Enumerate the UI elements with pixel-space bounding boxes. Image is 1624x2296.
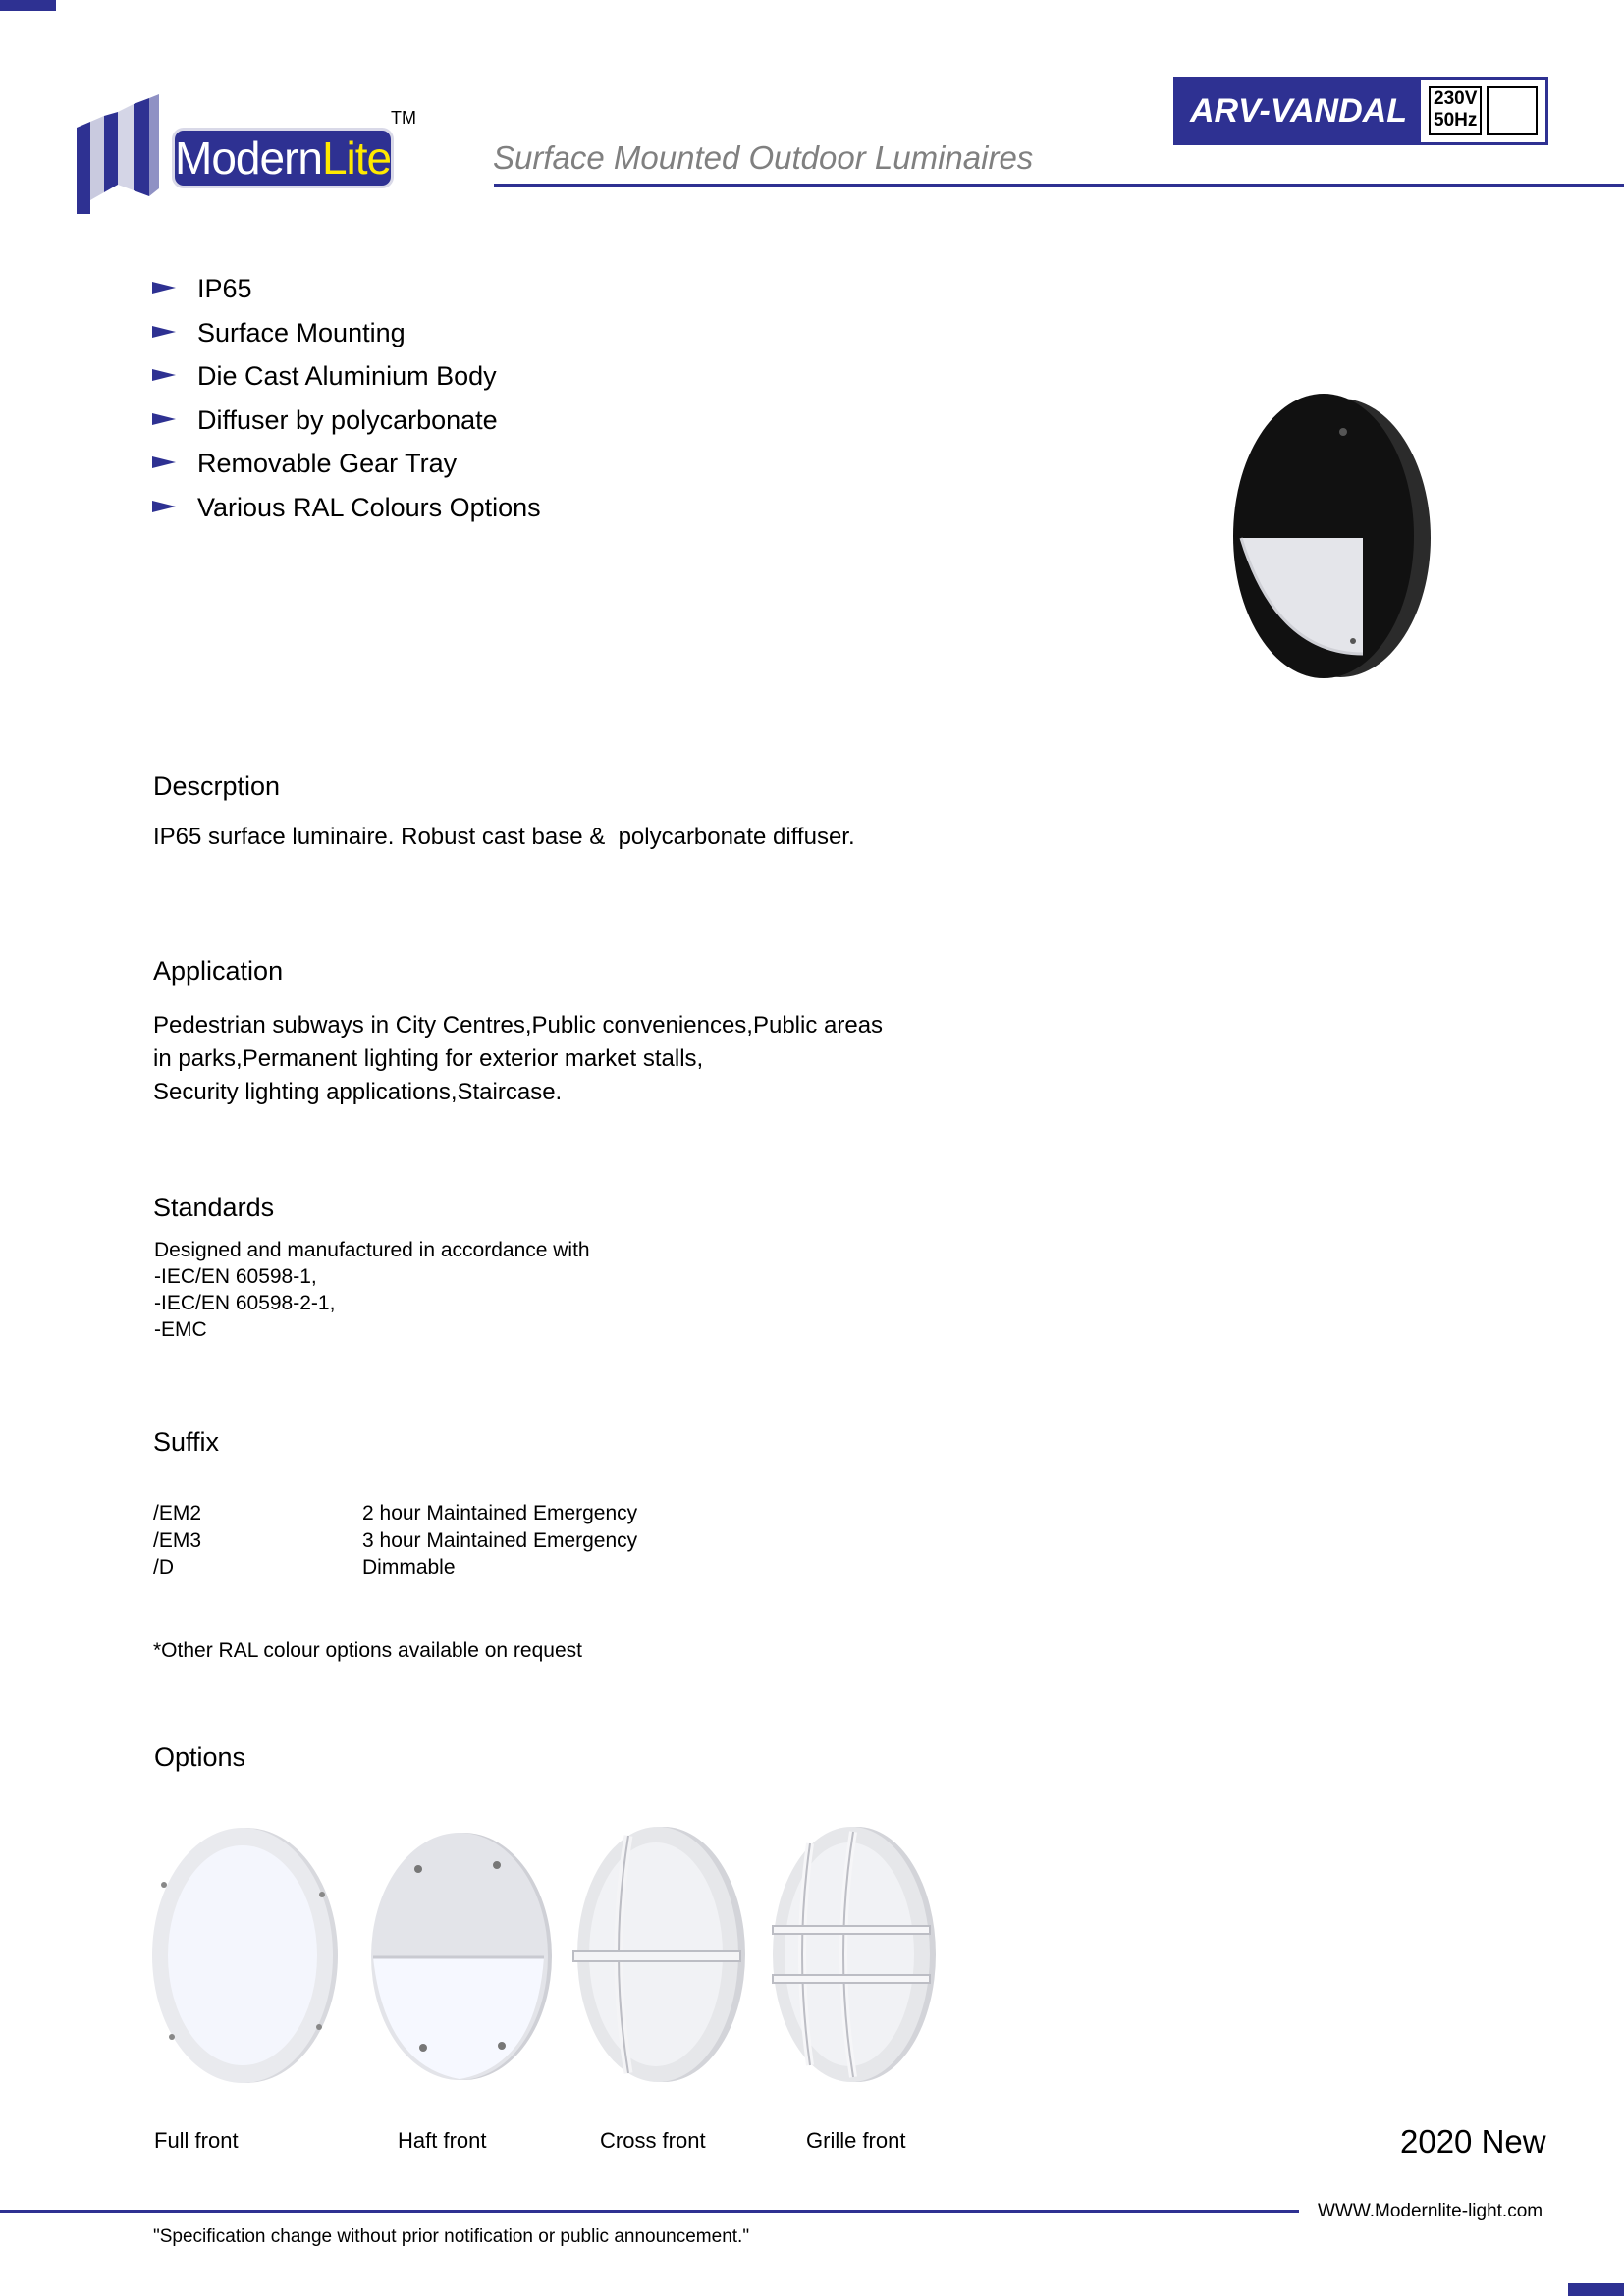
corner-accent-bottom bbox=[1568, 2283, 1624, 2296]
feature-item bbox=[152, 311, 541, 355]
trademark-symbol: TM bbox=[391, 108, 416, 128]
logo-mark-icon bbox=[77, 94, 175, 222]
website-link[interactable]: WWW.Modernlite-light.com bbox=[1318, 2201, 1543, 2221]
suffix-description: 3 hour Maintained Emergency bbox=[362, 1529, 638, 1552]
option-label: Cross front bbox=[600, 2128, 706, 2153]
application-heading: Application bbox=[153, 956, 284, 986]
corner-accent-top bbox=[0, 0, 56, 11]
suffix-code: /EM2 bbox=[153, 1502, 202, 1524]
feature-text: Removable Gear Tray bbox=[197, 449, 458, 478]
arrow-bullet-icon bbox=[152, 456, 176, 468]
option-label: Grille front bbox=[806, 2128, 906, 2153]
cross-front-image bbox=[569, 1824, 748, 2085]
standards-line: Designed and manufactured in accordance with bbox=[154, 1239, 590, 1261]
description-text: IP65 surface luminaire. Robust cast base & polycarbonate diffuser. bbox=[153, 824, 855, 850]
feature-item bbox=[152, 267, 541, 311]
arrow-bullet-icon bbox=[152, 369, 176, 381]
suffix-description: Dimmable bbox=[362, 1556, 456, 1578]
suffix-code: /EM3 bbox=[153, 1529, 202, 1552]
feature-text: Diffuser by polycarbonate bbox=[197, 404, 498, 435]
haft-front-image bbox=[369, 1830, 556, 2083]
full-front-image bbox=[150, 1826, 342, 2086]
model-badge bbox=[1173, 77, 1548, 145]
voltage-value: 230V bbox=[1434, 88, 1478, 109]
grille-front-image bbox=[769, 1824, 938, 2085]
standards-line: -EMC bbox=[154, 1318, 207, 1341]
logo-wordmark bbox=[172, 128, 394, 188]
arrow-bullet-icon bbox=[152, 501, 176, 512]
feature-list bbox=[152, 267, 541, 529]
feature-item bbox=[152, 399, 541, 443]
application-line: Security lighting applications,Staircase. bbox=[153, 1079, 563, 1105]
arrow-bullet-icon bbox=[152, 413, 176, 425]
page-subtitle: Surface Mounted Outdoor Luminaires bbox=[493, 139, 1034, 176]
option-label: Full front bbox=[154, 2128, 239, 2153]
feature-item bbox=[152, 442, 541, 486]
standards-heading: Standards bbox=[153, 1193, 275, 1222]
suffix-code: /D bbox=[153, 1556, 174, 1578]
suffix-heading: Suffix bbox=[153, 1427, 220, 1457]
year-badge: 2020 New bbox=[1400, 2123, 1546, 2160]
frequency-value: 50Hz bbox=[1434, 110, 1478, 131]
suffix-description: 2 hour Maintained Emergency bbox=[362, 1502, 638, 1524]
standards-text bbox=[154, 1237, 590, 1343]
application-text bbox=[153, 1009, 883, 1109]
feature-text: Die Cast Aluminium Body bbox=[197, 361, 497, 391]
voltage-box bbox=[1429, 86, 1482, 135]
standards-line: -IEC/EN 60598-1, bbox=[154, 1265, 317, 1288]
feature-item bbox=[152, 354, 541, 399]
feature-text: Surface Mounting bbox=[197, 317, 406, 347]
arrow-bullet-icon bbox=[152, 326, 176, 338]
disclaimer-text: "Specification change without prior notification or public announcement." bbox=[153, 2226, 750, 2247]
option-label: Haft front bbox=[398, 2128, 487, 2153]
product-image bbox=[1218, 391, 1438, 685]
feature-item bbox=[152, 486, 541, 530]
feature-text: Various RAL Colours Options bbox=[197, 492, 541, 522]
arrow-bullet-icon bbox=[152, 282, 176, 294]
logo-word-modern: Modern bbox=[175, 133, 322, 184]
certification-box bbox=[1487, 86, 1538, 135]
feature-text: IP65 bbox=[197, 274, 252, 303]
colour-note: *Other RAL colour options available on request bbox=[153, 1639, 582, 1662]
footer-divider bbox=[0, 2210, 1299, 2213]
description-heading: Descrption bbox=[153, 772, 281, 801]
brand-logo bbox=[77, 94, 420, 222]
application-line: Pedestrian subways in City Centres,Public conveniences,Public areas bbox=[153, 1012, 884, 1039]
options-heading: Options bbox=[154, 1742, 246, 1772]
logo-word-lite: Lite bbox=[321, 133, 392, 184]
model-name: ARV-VANDAL bbox=[1176, 80, 1421, 142]
standards-line: -IEC/EN 60598-2-1, bbox=[154, 1292, 336, 1314]
header-divider bbox=[494, 184, 1624, 187]
application-line: in parks,Permanent lighting for exterior market stalls, bbox=[153, 1045, 704, 1072]
